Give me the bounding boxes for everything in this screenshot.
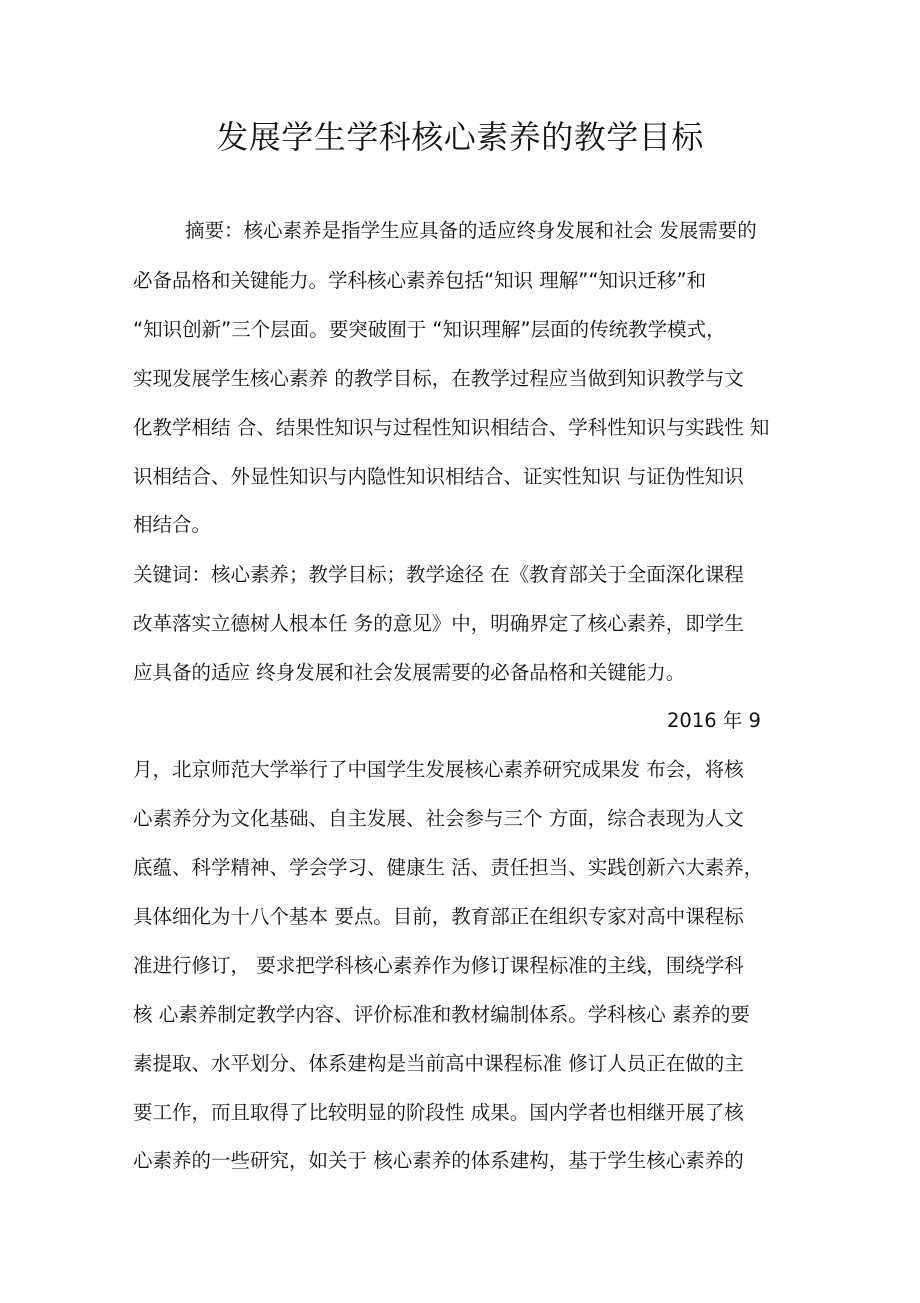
abstract-line: 相结合。 bbox=[133, 513, 212, 536]
body-line: 月，北京师范大学举行了中国学生发展核心素养研究成果发 布会，将核 bbox=[133, 758, 744, 781]
body-line: 素提取、水平划分、体系建构是当前高中课程标准 修订人员正在做的主 bbox=[133, 1052, 744, 1075]
date-fragment: 2016 年 9 bbox=[667, 709, 761, 732]
body-line: 心素养的一些研究，如关于 核心素养的体系建构，基于学生核心素养的 bbox=[133, 1149, 744, 1172]
body-line: 核 心素养制定教学内容、评价标准和教材编制体系。学科核心 素养的要 bbox=[133, 1003, 750, 1026]
abstract-line: 实现发展学生核心素养 的教学目标，在教学过程应当做到知识教学与文 bbox=[133, 367, 744, 390]
abstract-line: 摘要：核心素养是指学生应具备的适应终身发展和社会 发展需要的 bbox=[185, 219, 757, 242]
abstract-line: 识相结合、外显性知识与内隐性知识相结合、证实性知识 与证伪性知识 bbox=[133, 465, 744, 488]
body-line: 具体细化为十八个基本 要点。目前，教育部正在组织专家对高中课程标 bbox=[133, 905, 744, 928]
body-line: 心素养分为文化基础、自主发展、社会参与三个 方面，综合表现为人文 bbox=[133, 807, 744, 830]
body-line: 底蕴、科学精神、学会学习、健康生 活、责任担当、实践创新六大素养， bbox=[133, 856, 764, 879]
body-line: 要工作，而且取得了比较明显的阶段性 成果。国内学者也相继开展了核 bbox=[133, 1101, 744, 1124]
keywords-line: 改革落实立德树人根本任 务的意见》中，明确界定了核心素养，即学生 bbox=[133, 612, 744, 635]
abstract-line: 化教学相结 合、结果性知识与过程性知识相结合、学科性知识与实践性 知 bbox=[133, 416, 770, 439]
document-title: 发展学生学科核心素养的教学目标 bbox=[216, 118, 704, 156]
abstract-line: “知识创新”三个层面。要突破囿于 “知识理解”层面的传统教学模式， bbox=[133, 318, 726, 341]
body-line: 准进行修订， 要求把学科核心素养作为修订课程标准的主线，围绕学科 bbox=[133, 954, 744, 977]
keywords-line: 关键词：核心素养；教学目标；教学途径 在《教育部关于全面深化课程 bbox=[133, 563, 744, 586]
abstract-line: 必备品格和关键能力。学科核心素养包括“知识 理解”“知识迁移”和 bbox=[133, 269, 707, 292]
keywords-line: 应具备的适应 终身发展和社会发展需要的必备品格和关键能力。 bbox=[133, 661, 686, 684]
